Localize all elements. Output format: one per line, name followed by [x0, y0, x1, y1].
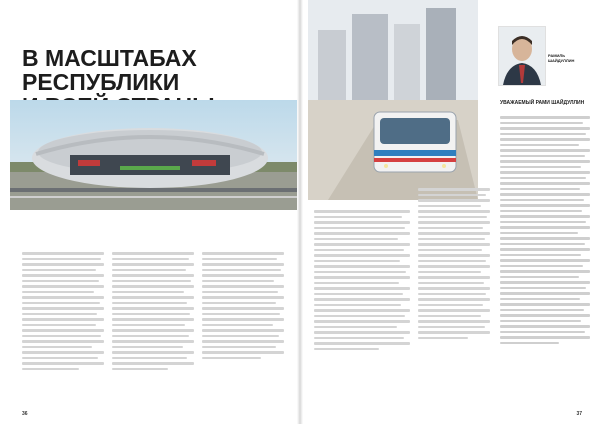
text-column-1	[22, 252, 104, 373]
folio-left	[22, 411, 34, 417]
person-portrait-illustration	[499, 27, 545, 85]
page-number-right: 37	[576, 411, 582, 417]
quote-heading: УВАЖАЕМЫЙ РАМИ ШАЙДУЛЛИН	[500, 100, 585, 106]
headline-line-1: В МАСШТАБАХ РЕСПУБЛИКИ	[22, 45, 197, 95]
page-number-left: 36	[22, 411, 28, 417]
train-illustration	[308, 0, 478, 200]
stadium-illustration	[10, 100, 297, 210]
text-column-4	[418, 188, 490, 342]
text-column-2	[112, 252, 194, 373]
metro-train-photo	[308, 0, 478, 200]
quote-body	[500, 116, 590, 408]
portrait-name: РАМИЛЬ ШАЙДУЛЛИН	[548, 53, 575, 63]
text-column-3	[202, 252, 284, 362]
folio-right	[570, 411, 582, 417]
portrait-photo	[498, 26, 546, 86]
right-page	[300, 0, 600, 424]
text-column-5	[314, 210, 410, 353]
stadium-photo	[10, 100, 297, 210]
lead-paragraph	[22, 215, 294, 243]
portrait-card	[490, 14, 592, 96]
